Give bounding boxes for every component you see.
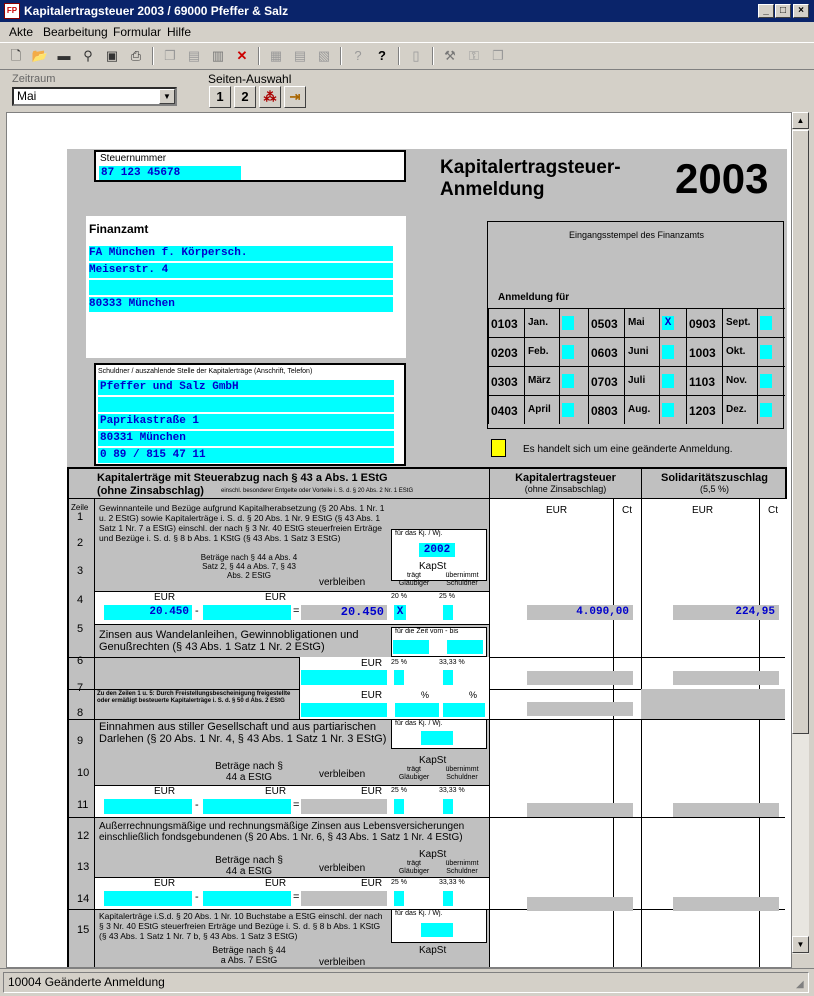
row6-3333pct-checkbox[interactable] [443, 670, 453, 685]
row-number: 9 [77, 735, 84, 747]
month-name: Juli [624, 366, 660, 395]
row10-44a-field[interactable] [203, 799, 291, 814]
col-kest-header [489, 469, 641, 499]
finanzamt-line-2[interactable]: Meiserstr. 4 [89, 263, 393, 278]
betraege-label-10: Beträge nach § 44 a EStG [215, 761, 283, 783]
save-icon[interactable]: ▣ [105, 48, 119, 63]
stempel-label: Eingangsstempel des Finanzamts [568, 230, 705, 240]
zeile-label: Zeile [71, 503, 89, 512]
form-title-2: Anmeldung [440, 179, 545, 200]
zeit-label: für die Zeit vom - bis [395, 628, 459, 635]
month-code: 0603 [591, 346, 618, 360]
window-title: Kapitalertragsteuer 2003 / 69000 Pfeffer & Salz [24, 4, 289, 18]
month-checkbox[interactable] [662, 374, 674, 388]
new-document-icon[interactable]: 🗋 [10, 48, 22, 63]
seiten-label: Seiten-Auswahl [208, 72, 292, 86]
row-number: 5 [77, 623, 84, 635]
month-code: 0103 [491, 317, 518, 331]
month-grid [488, 308, 785, 428]
schuldner-label: Schuldner / auszahlende Stelle der Kapitalerträge (Anschrift, Telefon) [98, 368, 313, 375]
soli-gray-row7 [641, 689, 785, 719]
soli-bar [673, 803, 779, 817]
month-code: 0903 [689, 317, 716, 331]
row1-text: Gewinnanteile und Bezüge aufgrund Kapitalherabsetzung (§ 20 Abs. 1 Nr. 1 u. 2 EStG) sowie Kapitalerträge i. S. d. § 20 Abs. 1 Nr. 9 EStG (§ 43 Abs. 1 Satz 1 Nr. 7 a EStG) einschl. der nach § 3 Nr. 40 EStG steuerfreien Erträge und Bezüge i. S. d. § 8 b Abs. 1 KStG (§ 43 Abs. 1 Satz 3 EStG) [99, 503, 385, 543]
month-code: 0703 [591, 375, 618, 389]
month-checkbox[interactable] [562, 345, 574, 359]
exit-door-icon[interactable]: ⇥ [284, 86, 306, 108]
menu-akte[interactable]: Akte [9, 25, 34, 39]
soli-bar [673, 897, 779, 911]
schuldner-line-1[interactable]: Pfeffer und Salz GmbH [98, 380, 394, 395]
key-icon[interactable]: ⚿ [469, 48, 479, 63]
equals-sign: = [293, 891, 300, 903]
eur-label: EUR [265, 878, 287, 889]
eur-label: EUR [361, 878, 383, 889]
schuldner-line-3[interactable]: Paprikastraße 1 [98, 414, 394, 429]
verbleiben-label: verbleiben [319, 863, 366, 874]
paste-icon[interactable]: ▤ [187, 48, 201, 63]
status-text: 10004 Geänderte Anmeldung [3, 972, 809, 993]
eur-label: EUR [361, 658, 383, 669]
row4-44a-field[interactable] [203, 605, 291, 620]
eur-label: EUR [154, 878, 176, 889]
tools-icon[interactable]: ⚒ [444, 48, 456, 63]
folder-icon[interactable]: ▬ [57, 48, 71, 63]
betraege-label-13: Beträge nach § 44 a EStG [215, 855, 283, 877]
month-name: Mai [624, 308, 660, 337]
month-code: 1203 [689, 404, 716, 418]
row10-3333pct-checkbox[interactable] [443, 799, 453, 814]
book-icon[interactable]: ▤ [293, 48, 307, 63]
finanzamt-line-1[interactable]: FA München f. Körpersch. [89, 246, 393, 261]
month-checkbox[interactable] [662, 345, 674, 359]
form-year: 2003 [675, 155, 769, 202]
scroll-thumb[interactable] [792, 130, 809, 734]
kj-label: für das Kj. / Wj. [395, 910, 443, 917]
menu-hilfe[interactable]: Hilfe [167, 25, 192, 39]
form-title-1: Kapitalertragsteuer- [440, 157, 621, 178]
toolbar [0, 42, 814, 70]
row10-verbleiben-field [301, 799, 387, 814]
row7-pct1-field[interactable] [395, 703, 439, 717]
page-1-button[interactable]: 1 [209, 86, 231, 108]
verbleiben-label: verbleiben [319, 577, 366, 588]
soli-eur-label: EUR [692, 505, 714, 516]
row4-betrag-field[interactable]: 20.450 [104, 605, 192, 620]
form-body [67, 499, 787, 968]
binoculars-icon[interactable]: ⚲ [83, 48, 93, 63]
schuldner-line-4[interactable]: 80331 München [98, 431, 394, 446]
kapst-label: KapSt [419, 945, 447, 956]
schuldner-line-2[interactable] [98, 397, 394, 412]
section-header [67, 467, 787, 499]
scroll-up-icon[interactable]: ▲ [792, 112, 809, 129]
col-kest-label: Kapitalertragsteuer [515, 472, 616, 484]
month-checkbox[interactable] [760, 345, 772, 359]
row13-betrag-field[interactable] [104, 891, 192, 906]
app-icon: FP [4, 3, 20, 19]
row-number: 12 [77, 830, 90, 842]
traegt-label: trägt Gläubiger [398, 860, 430, 875]
section-note: einschl. besonderer Entgelte oder Vorteile i. S. d. § 20 Abs. 2 Nr. 1 EStG [221, 488, 414, 494]
month-name: Okt. [722, 337, 758, 366]
row4-verbleiben-field: 20.450 [301, 605, 387, 620]
zeitraum-select[interactable] [12, 87, 177, 106]
copy-icon[interactable]: ❐ [164, 48, 176, 63]
uebernimmt-label: übernimmt Schuldner [445, 766, 479, 781]
row-number: 4 [77, 594, 84, 606]
row-number: 14 [77, 893, 90, 905]
row13-25pct-checkbox[interactable] [394, 891, 404, 906]
kest-bar [527, 671, 633, 685]
col-soli-header [641, 469, 787, 499]
kest-eur-label: EUR [546, 505, 568, 516]
scroll-down-icon[interactable]: ▼ [792, 936, 809, 953]
row4-20pct-checkbox[interactable]: X [394, 605, 406, 620]
eur-label: EUR [265, 786, 287, 797]
section-title-2: (ohne Zinsabschlag) [97, 485, 204, 497]
row-number: 13 [77, 861, 90, 873]
kest-ct-label: Ct [622, 505, 632, 516]
eur-label: EUR [154, 786, 176, 797]
finanzamt-line-3[interactable] [89, 280, 393, 295]
kest-bar [527, 803, 633, 817]
kest-bar [527, 897, 633, 911]
chevron-down-icon[interactable]: ▼ [159, 89, 175, 104]
row14-kj-field[interactable] [421, 923, 453, 937]
section-divider [69, 817, 785, 818]
window-icon[interactable]: ▯ [412, 48, 420, 63]
row13-3333pct-checkbox[interactable] [443, 891, 453, 906]
kapst-label: KapSt [419, 849, 447, 860]
zeit-von-field[interactable] [393, 640, 429, 654]
kj-label: für das Kj. / Wj. [395, 720, 443, 727]
eur-label: EUR [361, 786, 383, 797]
col-soli-sub: (5,5 %) [699, 484, 729, 494]
row-number: 15 [77, 924, 90, 936]
menu-bar [0, 22, 814, 42]
row-number: 2 [77, 537, 84, 549]
month-code: 0503 [591, 317, 618, 331]
p25-label: 25 % [391, 787, 407, 794]
month-checkbox[interactable] [760, 403, 772, 417]
calculator-icon[interactable]: ▦ [269, 48, 283, 63]
row7-text: Zu den Zeilen 1 u. 5: Durch Freistellungsbescheinigung freigestellte oder ermäßigt besteuerte Kapitalerträge i. S. d. § 50 d Abs. 2 EStG [97, 691, 291, 704]
eur-label: EUR [154, 592, 176, 603]
geaendert-label: Es handelt sich um eine geänderte Anmeldung. [523, 444, 733, 455]
page-2-button[interactable]: 2 [234, 86, 256, 108]
month-name: Feb. [524, 337, 560, 366]
row4-kest-field: 4.090,00 [527, 605, 633, 620]
pct-label: % [421, 690, 430, 700]
p3333-label: 33,33 % [439, 879, 465, 886]
row-number: 11 [77, 799, 89, 811]
month-name: März [524, 366, 560, 395]
help-pointer-icon[interactable]: ? [354, 48, 362, 63]
menu-formular[interactable]: Formular [113, 25, 162, 39]
eur-label: EUR [265, 592, 287, 603]
soli-bar [673, 671, 779, 685]
row14-text: Kapitalerträge i.S.d. § 20 Abs. 1 Nr. 10 Buchstabe a EStG einschl. der nach § 3 Nr. 40 EStG steuerfreien Erträge und Bezüge i. S. d. § 8 b Abs. 1 KStG (§ 43 Abs. 1 Satz 1 Nr. 7 b, § 43 Abs. 1 Satz 3 EStG) [99, 911, 383, 941]
equals-sign: = [293, 605, 300, 617]
col-kest-sub: (ohne Zinsabschlag) [524, 484, 607, 494]
row7-pct2-field[interactable] [443, 703, 485, 717]
title-bar [0, 0, 814, 22]
geaendert-checkbox[interactable] [491, 439, 506, 457]
finanzamt-box [86, 216, 406, 358]
menu-bearbeitung[interactable]: Bearbeitung [43, 25, 108, 39]
row-number: 3 [77, 565, 84, 577]
month-name: Aug. [624, 395, 660, 424]
document-icon[interactable]: ▧ [317, 48, 331, 63]
month-name: Nov. [722, 366, 758, 395]
month-name: Sept. [722, 308, 758, 337]
month-name: Juni [624, 337, 660, 366]
month-checkbox[interactable] [562, 316, 574, 330]
month-checkbox[interactable] [562, 374, 574, 388]
row11-text: Außerrechnungsmäßige und rechnungsmäßige Zinsen aus Lebensversicherungen einschließlich fondsgebundenen (§ 20 Abs. 1 Nr. 6, § 43 Abs. 1 Satz 1 Nr. 4 EStG) [99, 821, 465, 843]
status-bar [0, 968, 814, 996]
verbleiben-label: verbleiben [319, 769, 366, 780]
delete-icon[interactable]: ✕ [236, 48, 248, 63]
resize-grip-icon[interactable]: ◢ [796, 979, 804, 990]
kj-label: für das Kj. / Wj. [395, 530, 443, 537]
row-layer [69, 499, 785, 968]
stempel-box [487, 221, 784, 429]
month-code: 0803 [591, 404, 618, 418]
finanzamt-line-4[interactable]: 80333 München [89, 297, 393, 312]
attachments-icon[interactable]: ⁂ [259, 86, 281, 108]
finanzamt-label: Finanzamt [89, 222, 149, 236]
month-code: 0303 [491, 375, 518, 389]
row-number: 6 [77, 655, 84, 667]
kapst-label: KapSt [419, 755, 447, 766]
month-checkbox[interactable] [760, 316, 772, 330]
section-title-1: Kapitalerträge mit Steuerabzug nach § 43 a Abs. 1 EStG [97, 472, 388, 484]
minus-sign: - [195, 891, 199, 903]
anmeldung-fuer-label: Anmeldung für [498, 292, 570, 303]
kj-field[interactable]: 2002 [419, 543, 455, 557]
uebernimmt-label: übernimmt Schuldner [445, 572, 479, 587]
month-code: 0203 [491, 346, 518, 360]
month-checkbox[interactable]: X [662, 316, 674, 330]
eur-label: EUR [361, 690, 383, 701]
windows-icon[interactable]: ❐ [492, 48, 504, 63]
row10-25pct-checkbox[interactable] [394, 799, 404, 814]
month-name: Dez. [722, 395, 758, 424]
row8-text: Einnahmen aus stiller Gesellschaft und aus partiarischen Darlehen (§ 20 Abs. 1 Nr. 4, § 43 Abs. 1 Satz 1 Nr. 3 EStG) [99, 721, 387, 745]
steuernummer-field[interactable]: 87 123 45678 [99, 166, 241, 180]
p25-label: 25 % [391, 659, 407, 666]
col-soli-label: Solidaritätszuschlag [661, 472, 768, 484]
maximize-button[interactable]: □ [775, 4, 791, 18]
close-button[interactable]: × [793, 4, 809, 18]
row-number: 7 [77, 682, 84, 694]
month-checkbox[interactable] [760, 374, 772, 388]
pct-label: % [469, 690, 478, 700]
month-code: 1103 [689, 375, 716, 389]
open-folder-icon[interactable]: 📂 [31, 48, 49, 63]
zeitraum-label: Zeitraum [12, 73, 56, 85]
row-number: 1 [77, 511, 84, 523]
row6-betrag-field[interactable] [301, 670, 387, 685]
zeitraum-value: Mai [17, 89, 37, 103]
month-name: Jan. [524, 308, 560, 337]
steuernummer-label: Steuernummer [100, 153, 167, 164]
uebernimmt-label: übernimmt Schuldner [445, 860, 479, 875]
form-edit-icon[interactable]: ▥ [211, 48, 225, 63]
p3333-label: 33,33 % [439, 659, 465, 666]
row13-44a-field[interactable] [203, 891, 291, 906]
month-code: 1003 [689, 346, 716, 360]
minimize-button[interactable]: _ [758, 4, 774, 18]
help-icon[interactable]: ? [378, 48, 386, 63]
steuernummer-box [94, 150, 406, 182]
schuldner-line-5[interactable]: 0 89 / 815 47 11 [98, 448, 394, 463]
row6-25pct-checkbox[interactable] [394, 670, 404, 685]
p20-label: 20 % [391, 593, 407, 600]
betraege-label: Beträge nach § 44 a Abs. 4 Satz 2, § 44 a Abs. 7, § 43 Abs. 2 EStG [200, 553, 298, 580]
p3333-label: 33,33 % [439, 787, 465, 794]
soli-ct-label: Ct [768, 505, 778, 516]
row10-betrag-field[interactable] [104, 799, 192, 814]
row4-25pct-checkbox[interactable] [443, 605, 453, 620]
traegt-label: trägt Gläubiger [398, 572, 430, 587]
row7-betrag-field[interactable] [301, 703, 387, 717]
zeit-bis-field[interactable] [447, 640, 483, 654]
month-checkbox[interactable] [662, 403, 674, 417]
row-number: 10 [77, 767, 90, 779]
minus-sign: - [195, 605, 199, 617]
document-area [6, 112, 792, 968]
betraege-label-15: Beträge nach § 44 a Abs. 7 EStG [212, 945, 286, 965]
row5-text: Zinsen aus Wandelanleihen, Gewinnobligationen und Genußrechten (§ 43 Abs. 1 Satz 1 Nr. 2 EStG) [99, 629, 359, 653]
row-number: 8 [77, 707, 84, 719]
p25-label: 25 % [391, 879, 407, 886]
month-checkbox[interactable] [562, 403, 574, 417]
p25-label: 25 % [439, 593, 455, 600]
row8-kj-field[interactable] [421, 731, 453, 745]
print-icon[interactable]: ⎙ [130, 48, 142, 63]
verbleiben-label: verbleiben [319, 957, 366, 968]
month-code: 0403 [491, 404, 518, 418]
kest-bar [527, 702, 633, 716]
minus-sign: - [195, 799, 199, 811]
month-name: April [524, 395, 560, 424]
equals-sign: = [293, 799, 300, 811]
row4-soli-field: 224,95 [673, 605, 779, 620]
row13-verbleiben-field [301, 891, 387, 906]
kapst-label: KapSt [419, 561, 447, 572]
schuldner-box [94, 363, 406, 466]
traegt-label: trägt Gläubiger [398, 766, 430, 781]
tax-form [67, 149, 787, 968]
vertical-scrollbar[interactable] [792, 112, 809, 954]
